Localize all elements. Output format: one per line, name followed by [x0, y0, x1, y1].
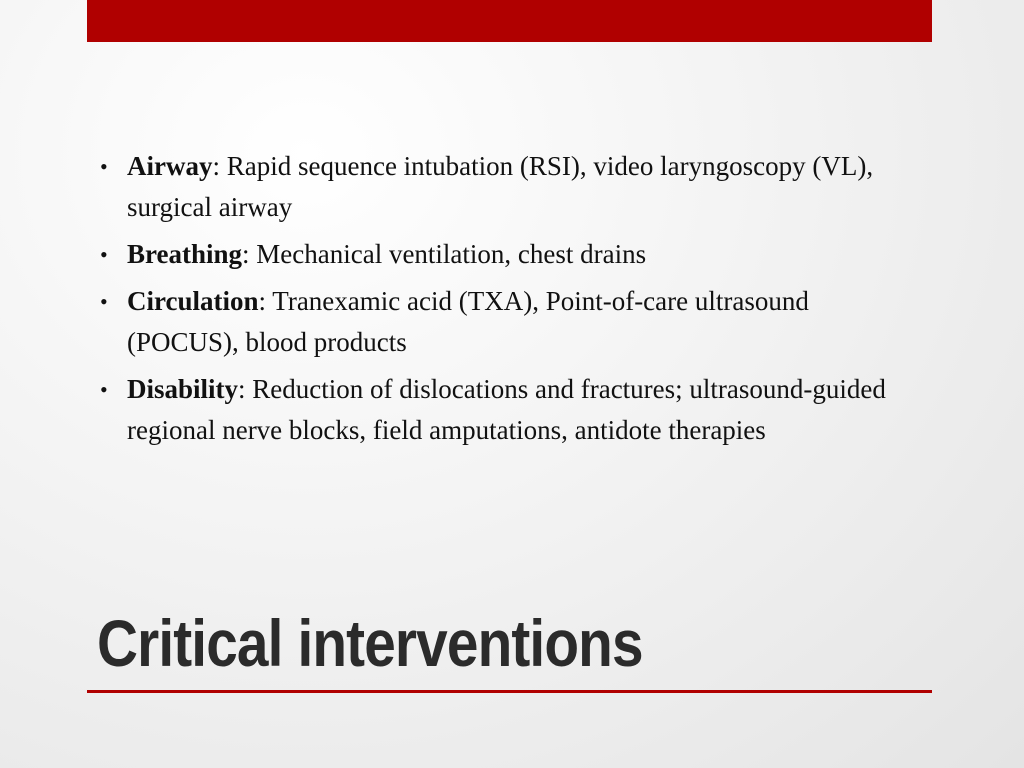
- bullet-item-breathing: [100, 234, 890, 275]
- bullet-text: : Mechanical ventilation, chest drains: [242, 239, 647, 269]
- slide-title: Critical interventions: [97, 606, 643, 680]
- bullet-term: Airway: [127, 151, 213, 181]
- bullet-text: : Reduction of dislocations and fractures; ultrasound-guided regional nerve blocks, field amputations, antidote therapies: [127, 374, 886, 445]
- bullet-item-circulation: [100, 281, 890, 363]
- bullet-text: : Rapid sequence intubation (RSI), video laryngoscopy (VL), surgical airway: [127, 151, 874, 222]
- bullet-item-disability: [100, 369, 890, 451]
- top-accent-bar: [87, 0, 932, 42]
- bullet-term: Circulation: [127, 286, 259, 316]
- bullet-item-airway: [100, 146, 890, 228]
- bullet-term: Breathing: [127, 239, 243, 269]
- bullet-text: : Tranexamic acid (TXA), Point-of-care ultrasound (POCUS), blood products: [127, 286, 809, 357]
- bullet-marker: •: [100, 154, 108, 179]
- bullet-marker: •: [100, 377, 108, 402]
- bullet-marker: •: [100, 289, 108, 314]
- bullet-list: [100, 146, 890, 457]
- bullet-marker: •: [100, 242, 108, 267]
- title-underline: [87, 690, 932, 693]
- bullet-term: Disability: [127, 374, 239, 404]
